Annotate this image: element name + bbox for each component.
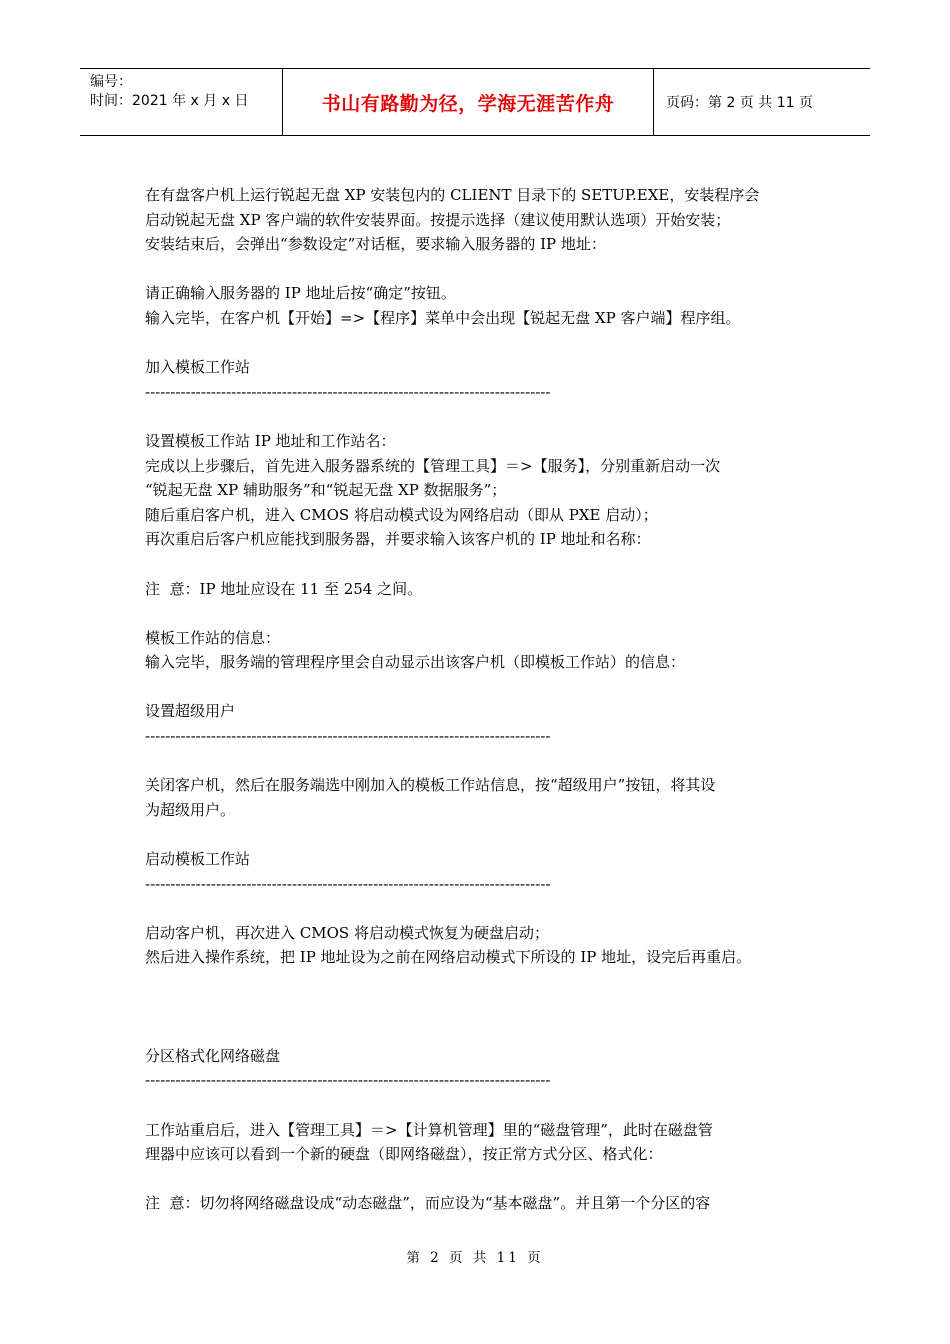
header-page-info bbox=[654, 69, 870, 135]
header-motto: 书山有路勤为径，学海无涯苦作舟 bbox=[321, 92, 615, 115]
paragraph: 理器中应该可以看到一个新的硬盘（即网络磁盘），按正常方式分区、格式化： bbox=[145, 1145, 663, 1164]
paragraph: “锐起无盘 XP 辅助服务”和“锐起无盘 XP 数据服务”； bbox=[145, 481, 507, 500]
section-divider: -------------------------------------------------------------------------------- bbox=[145, 1071, 551, 1090]
section-title: 加入模板工作站 bbox=[145, 358, 251, 377]
paragraph: 安装结束后，会弹出“参数设定”对话框，要求输入服务器的 IP 地址： bbox=[145, 235, 606, 254]
paragraph: 完成以上步骤后，首先进入服务器系统的【管理工具】＝>【服务】，分别重新启动一次 bbox=[145, 456, 721, 475]
paragraph: 请正确输入服务器的 IP 地址后按“确定”按钮。 bbox=[145, 284, 456, 303]
header-meta bbox=[80, 69, 282, 135]
paragraph: 输入完毕，在客户机【开始】=>【程序】菜单中会出现【锐起无盘 XP 客户端】程序组。 bbox=[145, 308, 741, 327]
note: 注 意：IP 地址应设在 11 至 254 之间。 bbox=[145, 579, 423, 598]
paragraph: 输入完毕，服务端的管理程序里会自动显示出该客户机（即模板工作站）的信息： bbox=[145, 653, 686, 672]
paragraph: 再次重启后客户机应能找到服务器，并要求输入该客户机的 IP 地址和名称： bbox=[145, 530, 651, 549]
doc-date: 时间：2021 年 x 月 x 日 bbox=[90, 93, 249, 109]
doc-number-label: 编号： bbox=[90, 74, 132, 90]
paragraph: 启动锐起无盘 XP 客户端的软件安装界面。按提示选择（建议使用默认选项）开始安装； bbox=[145, 210, 731, 229]
section-divider: -------------------------------------------------------------------------------- bbox=[145, 874, 551, 893]
page-header bbox=[80, 68, 870, 136]
section-divider: -------------------------------------------------------------------------------- bbox=[145, 382, 551, 401]
page-info-text: 页码：第 2 页 共 11 页 bbox=[666, 95, 813, 111]
paragraph: 然后进入操作系统，把 IP 地址设为之前在网络启动模式下所设的 IP 地址，设完后再重启。 bbox=[145, 948, 752, 967]
header-motto-cell bbox=[282, 69, 654, 135]
note: 注 意：切勿将网络磁盘设成“动态磁盘”，而应设为“基本磁盘”。并且第一个分区的容 bbox=[145, 1194, 711, 1213]
section-title: 启动模板工作站 bbox=[145, 850, 251, 869]
paragraph: 为超级用户。 bbox=[145, 800, 236, 819]
paragraph: 随后重启客户机，进入 CMOS 将启动模式设为网络启动（即从 PXE 启动）； bbox=[145, 505, 658, 524]
paragraph: 工作站重启后，进入【管理工具】＝>【计算机管理】里的“磁盘管理”，此时在磁盘管 bbox=[145, 1120, 713, 1139]
page-footer bbox=[0, 1246, 950, 1266]
document-body bbox=[145, 183, 815, 1216]
paragraph: 设置模板工作站 IP 地址和工作站名： bbox=[145, 431, 396, 450]
paragraph: 在有盘客户机上运行锐起无盘 XP 安装包内的 CLIENT 目录下的 SETUP.EXE，安装程序会 bbox=[145, 186, 760, 204]
section-title: 设置超级用户 bbox=[145, 702, 236, 721]
section-title: 分区格式化网络磁盘 bbox=[145, 1046, 281, 1065]
footer-page-number: 第 2 页 共 11 页 bbox=[406, 1250, 544, 1266]
paragraph: 关闭客户机，然后在服务端选中刚加入的模板工作站信息，按“超级用户”按钮，将其设 bbox=[145, 776, 716, 795]
section-divider: -------------------------------------------------------------------------------- bbox=[145, 727, 551, 746]
paragraph: 模板工作站的信息： bbox=[145, 628, 281, 647]
paragraph: 启动客户机，再次进入 CMOS 将启动模式恢复为硬盘启动； bbox=[145, 923, 549, 942]
